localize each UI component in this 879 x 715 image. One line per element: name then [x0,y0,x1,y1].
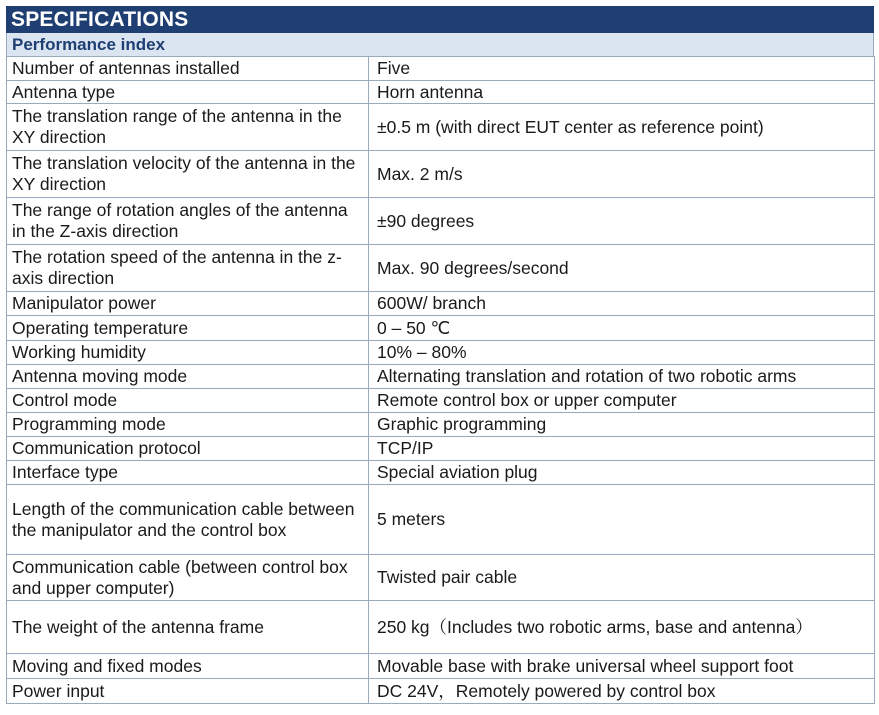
table-row [7,461,875,485]
table-row [7,81,875,104]
parameter-cell: Programming mode [7,413,369,437]
table-row [7,413,875,437]
value-cell: Special aviation plug [369,461,875,485]
parameter-cell: Manipulator power [7,292,369,316]
parameter-cell: Control mode [7,389,369,413]
section-subtitle: Performance index [6,33,874,56]
parameter-cell: The translation velocity of the antenna in the XY direction [7,151,369,198]
value-cell: TCP/IP [369,437,875,461]
parameter-cell: Interface type [7,461,369,485]
value-cell: 600W/ branch [369,292,875,316]
table-row [7,654,875,679]
value-cell: Graphic programming [369,413,875,437]
value-cell: Horn antenna [369,81,875,104]
value-cell: ±0.5 m (with direct EUT center as reference point) [369,104,875,151]
value-cell: Movable base with brake universal wheel support foot [369,654,875,679]
parameter-cell: Communication protocol [7,437,369,461]
value-cell: DC 24V，Remotely powered by control box [369,679,875,704]
parameter-cell: Operating temperature [7,316,369,341]
parameter-cell: Working humidity [7,341,369,365]
spec-sheet [6,6,874,704]
table-row [7,679,875,704]
value-cell: Remote control box or upper computer [369,389,875,413]
table-row [7,151,875,198]
parameter-cell: Antenna type [7,81,369,104]
value-cell: Twisted pair cable [369,555,875,601]
value-cell: Alternating translation and rotation of two robotic arms [369,365,875,389]
table-row [7,57,875,81]
table-row [7,555,875,601]
parameter-cell: The range of rotation angles of the antenna in the Z-axis direction [7,198,369,245]
table-row [7,292,875,316]
value-cell: Five [369,57,875,81]
specifications-table [6,56,875,704]
section-title: SPECIFICATIONS [6,6,874,33]
table-row [7,365,875,389]
table-row [7,245,875,292]
parameter-cell: The weight of the antenna frame [7,601,369,654]
parameter-cell: The rotation speed of the antenna in the z-axis direction [7,245,369,292]
table-row [7,316,875,341]
parameter-cell: Number of antennas installed [7,57,369,81]
table-row [7,104,875,151]
value-cell: 5 meters [369,485,875,555]
table-row [7,601,875,654]
parameter-cell: Antenna moving mode [7,365,369,389]
parameter-cell: Power input [7,679,369,704]
value-cell: Max. 90 degrees/second [369,245,875,292]
value-cell: ±90 degrees [369,198,875,245]
parameter-cell: Length of the communication cable between the manipulator and the control box [7,485,369,555]
parameter-cell: Moving and fixed modes [7,654,369,679]
table-row [7,341,875,365]
value-cell: Max. 2 m/s [369,151,875,198]
value-cell: 10% – 80% [369,341,875,365]
table-row [7,389,875,413]
table-row [7,485,875,555]
parameter-cell: Communication cable (between control box and upper computer) [7,555,369,601]
value-cell: 0 – 50 ℃ [369,316,875,341]
table-row [7,437,875,461]
parameter-cell: The translation range of the antenna in the XY direction [7,104,369,151]
value-cell: 250 kg（Includes two robotic arms, base and antenna） [369,601,875,654]
table-row [7,198,875,245]
